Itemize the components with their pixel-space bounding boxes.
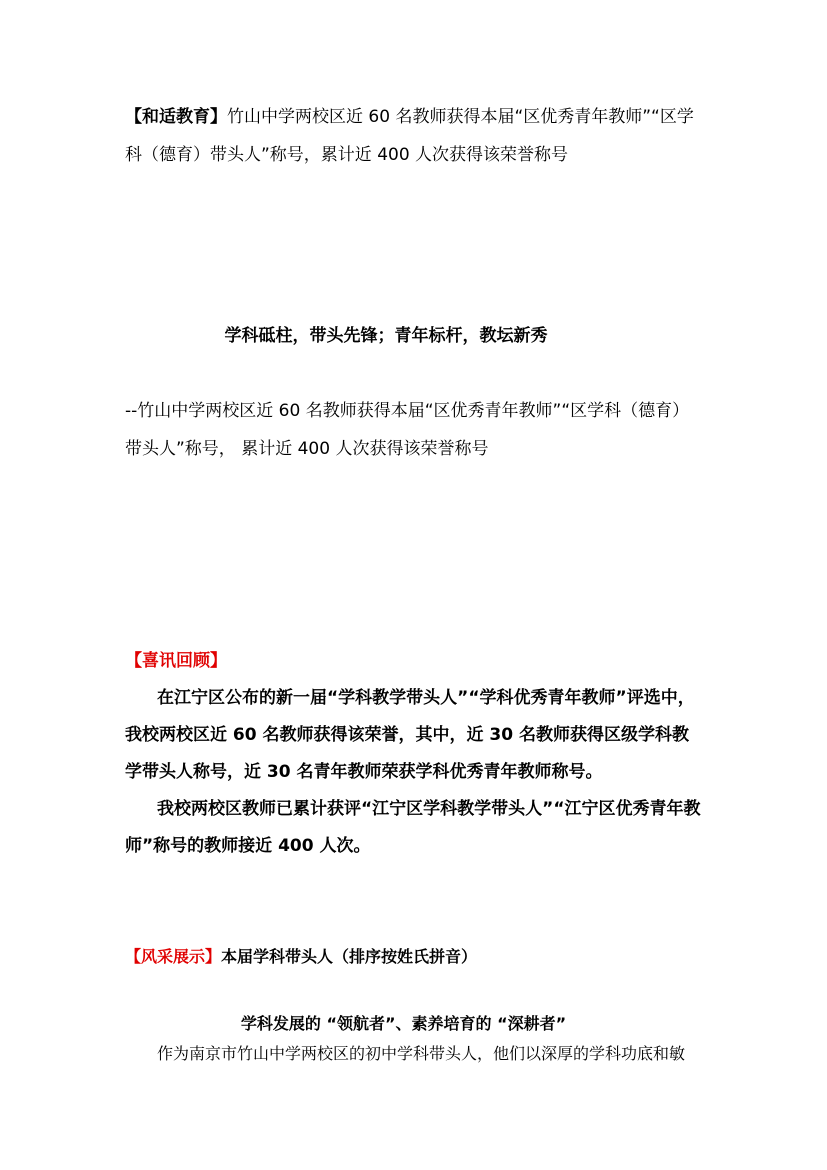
sub-heading <box>0 1010 827 1038</box>
news-section-title <box>125 647 705 675</box>
sub-heading-text: 学科发展的 “领航者”、素养培育的 “深耕者” <box>240 1014 567 1033</box>
showcase-title-text: 本届学科带头人（排序按姓氏拼音） <box>221 947 478 966</box>
subtitle: --竹山中学两校区近 60 名教师获得本届“区优秀青年教师”“区学科（德育）带头人”称号， 累计近 400 人次获得该荣誉称号 <box>125 401 690 459</box>
news-body <box>125 680 705 865</box>
news-paragraph-2: 我校两校区教师已累计获评“江宁区学科教学带头人”“江宁区优秀青年教师”称号的教师接近 400 人次。 <box>125 799 701 856</box>
slogan <box>0 322 827 350</box>
news-tag: 【喜讯回顾】 <box>125 651 227 671</box>
intro-paragraph: 作为南京市竹山中学两校区的初中学科带头人，他们以深厚的学科功底和敏 <box>157 1044 686 1063</box>
headline-tag: 【和适教育】 <box>125 107 227 127</box>
showcase-section-title <box>125 943 705 971</box>
showcase-tag: 【风采展示】 <box>125 947 222 966</box>
headline <box>125 98 705 174</box>
slogan-text: 学科砥柱，带头先锋；青年标杆，教坛新秀 <box>224 326 548 346</box>
news-paragraph-1: 在江宁区公布的新一届“学科教学带头人”“学科优秀青年教师”评选中，我校两校区近 60 名教师获得该荣誉，其中，近 30 名教师获得区级学科教学带头人称号，近 30 名青年教师荣获学科优秀青年教师称号。 <box>125 688 695 782</box>
headline-text: 竹山中学两校区近 60 名教师获得本届“区优秀青年教师”“区学科（德育）带头人”称号，累计近 400 人次获得该荣誉称号 <box>125 107 694 165</box>
